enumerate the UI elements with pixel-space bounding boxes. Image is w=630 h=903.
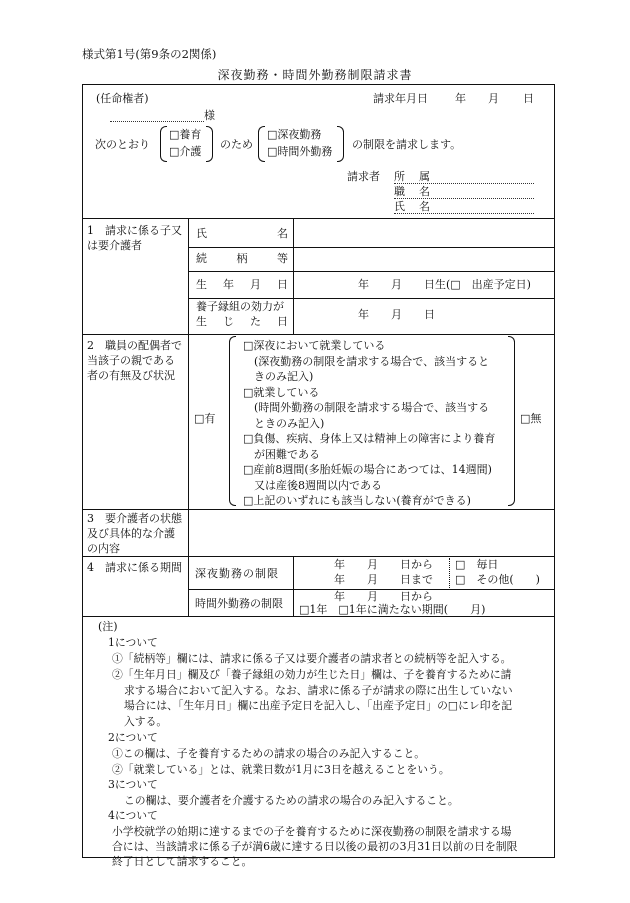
overtime-period-options[interactable]: □1年 □1年に満たない期間( 月) [299,603,486,616]
section4-heading: 4 請求に係る期間 [87,561,182,574]
requester-title-label: 職 名 [394,185,430,198]
section2-heading-line3: 者の有無及び状況 [87,369,175,382]
document-title: 深夜勤務・時間外勤務制限請求書 [217,68,413,82]
rule-top-section1 [82,218,555,219]
rule-s1-row1 [188,247,555,248]
note-3-body: この欄は、要介護者を介護するための請求の場合のみ記入すること。 [124,794,459,807]
rule-section1-value-column [293,218,294,334]
note-1-item-1: ①「続柄等」欄には、請求に係る子又は要介護者の請求者との続柄等を記入する。 [112,652,512,665]
limit-option-night[interactable]: □深夜勤務 [267,128,322,141]
night-period-to[interactable]: 年 月 日まで [334,573,433,586]
conditions-bracket-left [229,336,236,506]
note-1-title: 1について [108,636,158,649]
overtime-period-from[interactable]: 年 月 日から [334,590,433,603]
condition-maternity[interactable]: □産前8週間(多胎妊娠の場合にあつては、14週間) [243,463,492,476]
conditions-bracket-right [508,336,515,506]
condition-disability[interactable]: □負傷、疾病、身体上又は精神上の障害により養育 [243,432,496,445]
intro-prefix: 次のとおり [95,138,150,151]
condition-maternity-note: 又は産後8週間以内である [243,478,382,492]
reason-option-care[interactable]: □養育 [169,128,202,141]
note-1-item-2-line3: 場合には、「生年月日」欄に出産予定日を記入し、「出産予定日」の□にレ印を記 [124,699,513,712]
section3-heading-line2: 及び具体的な介護 [87,527,175,540]
note-1-item-2-line2: 求する場合において記入する。なお、請求に係る子が請求の際に出生していない [124,684,513,697]
note-2-title: 2について [108,731,158,744]
requester-label: 請求者 [347,170,380,183]
rule-section4-value-column [293,556,294,616]
note-4-title: 4について [108,809,158,822]
condition-night-work[interactable]: □深夜において就業している [243,339,386,352]
note-4-body-line3: 終了日として請求すること。 [112,855,253,868]
reason-option-nursing[interactable]: □介護 [169,145,202,158]
for-label: のため [220,138,253,151]
spouse-conditions-list [243,338,495,509]
section3-heading-line3: の内容 [87,542,120,555]
condition-disability-note: が困難である [243,447,320,461]
spouse-no-checkbox[interactable]: □無 [520,412,542,425]
section1-heading-line1: 1 請求に係る子又 [87,224,182,237]
rule-s1-row3 [188,298,555,299]
appointer-dotted-line [110,121,204,122]
request-day-label: 日 [523,92,534,105]
note-4-body-line1: 小学校就学の始期に達するまでの子を養育するために深夜勤務の制限を請求する場 [112,825,512,838]
night-period-from[interactable]: 年 月 日から [334,558,433,571]
spouse-yes-checkbox[interactable]: □有 [194,412,216,425]
rule-top-section2 [82,334,555,335]
birthdate-value[interactable]: 年 月 日生(□ 出産予定日) [358,278,531,291]
night-option-other[interactable]: □ その他( ) [455,573,540,586]
rule-top-section4 [82,556,555,557]
rule-s4-option-divider [449,558,450,588]
condition-working[interactable]: □就業している [243,385,320,399]
request-year-label: 年 [455,92,466,105]
reason-bracket-right [206,126,213,162]
adoption-date-value[interactable]: 年 月 日 [358,308,435,321]
note-3-title: 3について [108,778,158,791]
label-birthdate: 生 年 月 日 [196,278,288,291]
request-month-label: 月 [488,92,499,105]
note-1-item-2-line4: 入する。 [124,715,168,728]
label-name: 氏 名 [196,227,288,240]
overtime-limit-label: 時間外勤務の制限 [195,597,283,610]
section2-heading-line2: 当該子の親である [87,354,175,367]
condition-working-note-2: ときのみ記入) [243,416,325,430]
requester-name-line[interactable] [394,213,534,214]
note-2-item-2: ②「就業している」とは、就業日数が1月に3日を越えることをいう。 [112,763,450,776]
section2-heading-line1: 2 職員の配偶者で [87,339,182,352]
intro-suffix: の制限を請求します。 [352,138,462,151]
requester-title-line[interactable] [394,198,534,199]
requester-dept-line[interactable] [394,183,534,184]
note-1-item-2-line1: ②「生年月日」欄及び「養子縁組の効力が生じた日」欄は、子を養育するために請 [112,668,512,681]
condition-night-note-2: きのみ記入) [243,370,314,383]
label-adoption-line2: 生 じ た 日 [196,315,288,328]
reason-bracket-left [160,126,167,162]
note-2-item-1: ①この欄は、子を養育するための請求の場合のみ記入すること。 [112,747,426,760]
sama-label: 様 [204,109,215,122]
label-adoption-line1: 養子縁組の効力が [196,300,284,313]
appointer-label: (任命権者) [96,92,149,105]
notes-heading: (注) [98,620,118,633]
note-4-body-line2: 合には、当該請求に係る子が満6歳に達する日以後の最初の3月31日以前の日を制限 [112,840,518,853]
night-option-daily[interactable]: □ 毎日 [455,558,499,571]
form-number: 様式第1号(第9条の2関係) [82,47,217,61]
requester-name-label: 氏 名 [394,200,430,213]
limit-bracket-right [337,126,344,162]
condition-none[interactable]: □上記のいずれにも該当しない(養育ができる) [243,494,471,507]
request-date-label: 請求年月日 [373,92,428,105]
limit-bracket-left [258,126,265,162]
section3-heading-line1: 3 要介護者の状態 [87,512,182,525]
rule-s1-row2 [188,271,555,272]
rule-top-section3 [82,509,555,510]
section1-heading-line2: は要介護者 [87,239,142,252]
night-limit-label: 深夜勤務の制限 [195,567,279,580]
condition-working-note-1: (時間外勤務の制限を請求する場合で、該当する [243,401,490,414]
label-relation: 続 柄 等 [196,252,288,265]
limit-option-overtime[interactable]: □時間外勤務 [267,145,333,158]
condition-night-note-1: (深夜勤務の制限を請求する場合で、該当すると [243,354,490,368]
requester-dept-label: 所 属 [394,170,430,183]
